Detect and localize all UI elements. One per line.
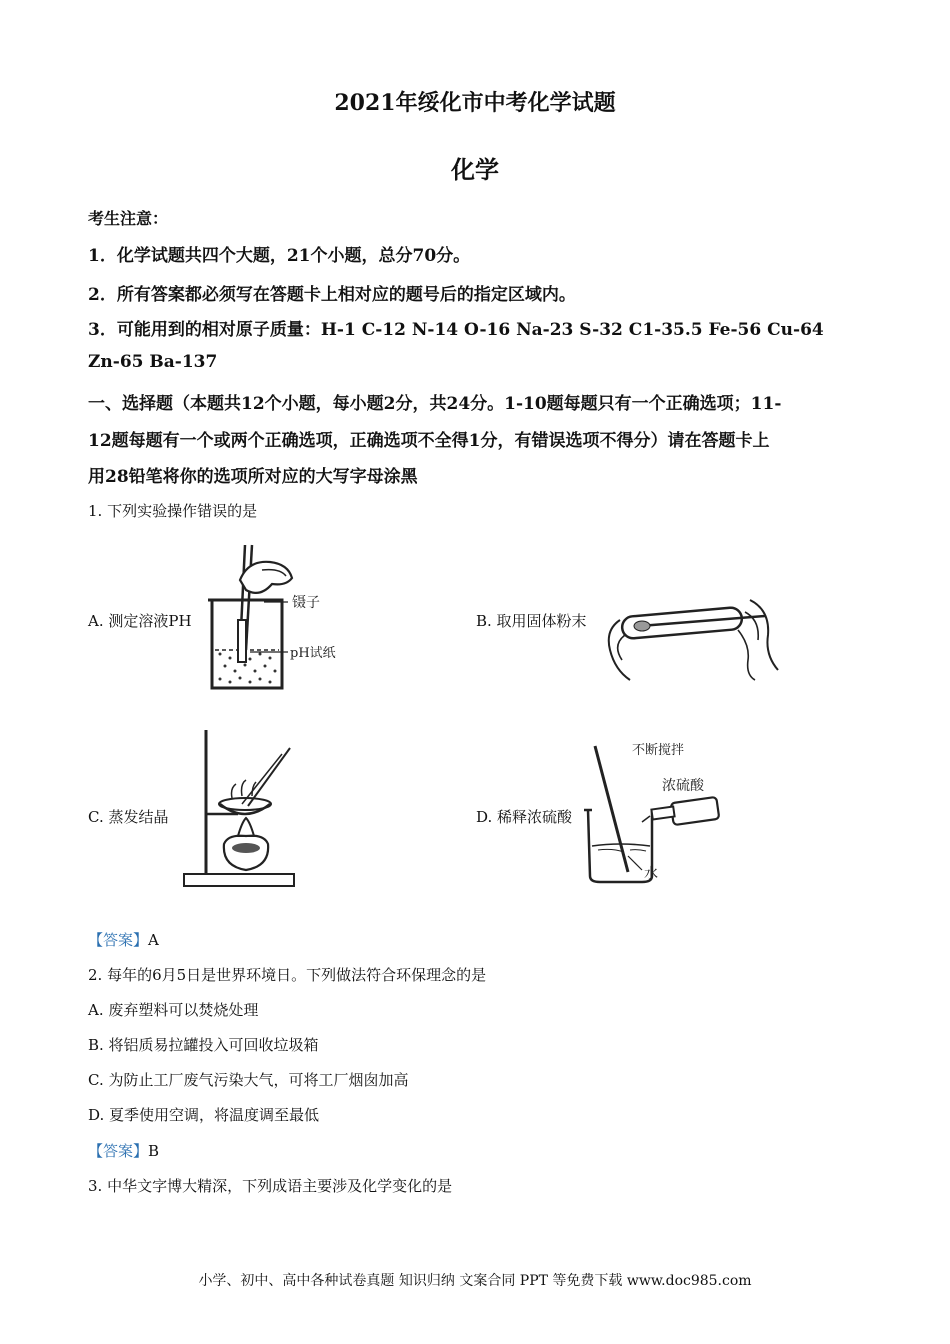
answer-tag: 【答案】	[88, 931, 149, 949]
question-stem: 2. 每年的6月5日是世界环境日。下列做法符合环保理念的是	[88, 966, 487, 984]
dilution-figure	[580, 738, 750, 888]
evaporation-figure	[180, 726, 300, 891]
stir-label: 不断搅拌	[632, 743, 685, 758]
section-instructions: 一、选择题（本题共12个小题，每小题2分，共24分。1-10题每题只有一个正确选项；11-	[88, 394, 782, 414]
question-stem: 1. 下列实验操作错误的是	[88, 502, 258, 520]
tweezers-label: 镊子	[292, 595, 320, 611]
powder-figure	[600, 560, 790, 690]
ph-test-figure	[200, 540, 360, 695]
acid-label: 浓硫酸	[662, 778, 704, 794]
answer-tag: 【答案】	[88, 1142, 149, 1160]
option-b: B. 将铝质易拉罐投入可回收垃圾箱	[88, 1036, 319, 1054]
notice-item: 3．可能用到的相对原子质量：H-1 C-12 N-14 O-16 Na-23 S-32 C1-35.5 Fe-56 Cu-64	[88, 320, 824, 340]
option-d: D. 稀释浓硫酸	[476, 808, 573, 826]
option-a: A. 测定溶液PH	[88, 612, 192, 630]
notice-item: 2．所有答案都必须写在答题卡上相对应的题号后的指定区域内。	[88, 285, 576, 305]
water-label: 水	[644, 866, 658, 882]
notice-heading: 考生注意：	[88, 209, 169, 228]
question-stem: 3. 中华文字博大精深，下列成语主要涉及化学变化的是	[88, 1177, 453, 1195]
option-c: C. 为防止工厂废气污染大气，可将工厂烟囱加高	[88, 1071, 409, 1089]
notice-item: Zn-65 Ba-137	[88, 352, 218, 372]
answer-line	[88, 1140, 159, 1161]
ph-paper-label: pH试纸	[290, 646, 336, 661]
option-a: A. 废弃塑料可以焚烧处理	[88, 1001, 259, 1019]
answer-line	[88, 929, 159, 950]
page-title: 2021年绥化市中考化学试题	[334, 90, 616, 116]
section-instructions: 12题每题有一个或两个正确选项，正确选项不全得1分，有错误选项不得分）请在答题卡上	[88, 431, 770, 451]
answer-value: B	[148, 1142, 160, 1160]
option-d: D. 夏季使用空调，将温度调至最低	[88, 1106, 320, 1124]
notice-item: 1．化学试题共四个大题，21个小题，总分70分。	[88, 246, 471, 266]
section-instructions: 用28铅笔将你的选项所对应的大写字母涂黑	[88, 467, 418, 487]
answer-value: A	[148, 931, 159, 949]
footer-text: 小学、初中、高中各种试卷真题 知识归纳 文案合同 PPT 等免费下载 www.doc985.com	[198, 1273, 752, 1289]
option-c: C. 蒸发结晶	[88, 808, 169, 826]
option-b: B. 取用固体粉末	[476, 612, 587, 630]
subject-title: 化学	[451, 155, 499, 184]
